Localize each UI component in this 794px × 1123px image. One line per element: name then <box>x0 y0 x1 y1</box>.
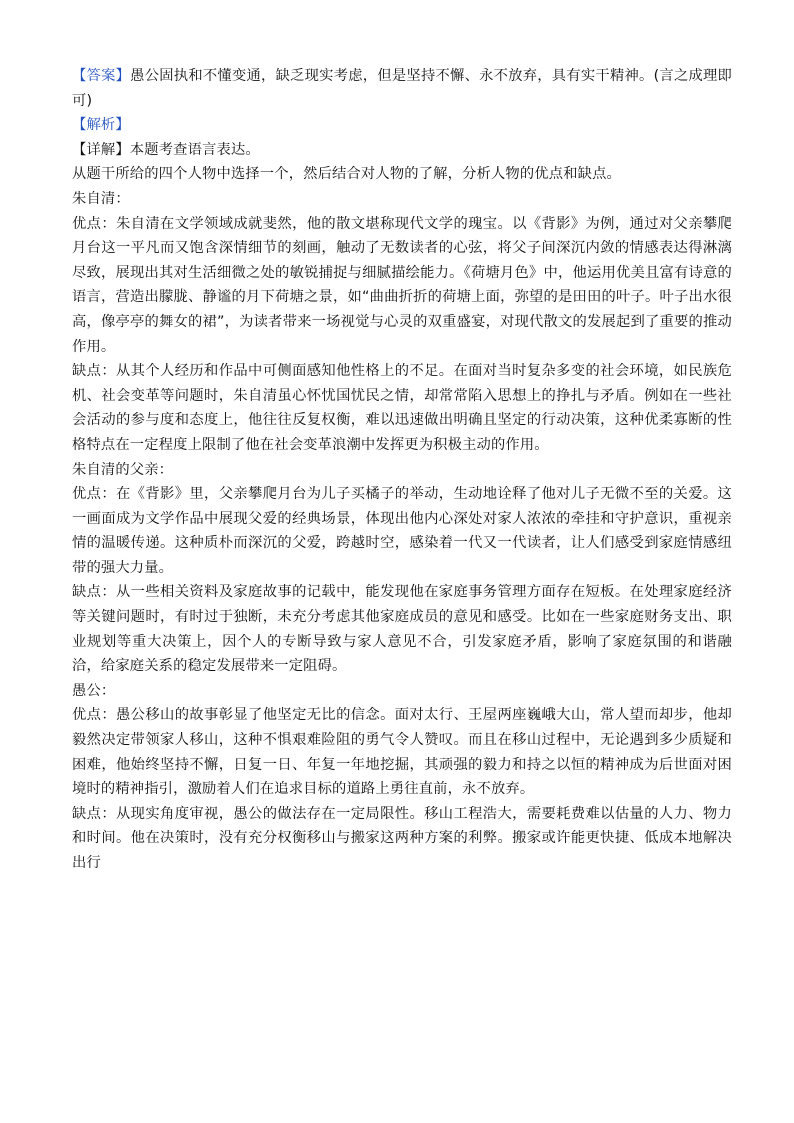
answer-paragraph <box>72 64 732 113</box>
document-page <box>72 64 732 876</box>
section-name-zhu-ziqing: 朱自清： <box>72 190 130 207</box>
answer-text: 愚公固执和不懂变通，缺乏现实考虑，但是坚持不懈、永不放弃，具有实干精神。(言之成理即可) <box>72 68 733 109</box>
yugong-pros: 优点：愚公移山的故事彰显了他坚定无比的信念。面对太行、王屋两座巍峨大山，常人望而却步，他却毅然决定带领家人移山，这种不惧艰难险阻的勇气令人赞叹。而且在移山过程中，无论遇到多少质疑和困难，他始终坚持不懈，日复一日、年复一年地挖掘，其顽强的毅力和持之以恒的精神成为后世面对困境时的精神指引，激励着人们在追求目标的道路上勇往直前，永不放弃。 <box>72 707 732 798</box>
intro-paragraph: 从题干所给的四个人物中选择一个，然后结合对人物的了解，分析人物的优点和缺点。 <box>72 166 621 183</box>
zhu-ziqing-cons: 缺点：从其个人经历和作品中可侧面感知他性格上的不足。在面对当时复杂多变的社会环境，如民族危机、社会变革等问题时，朱自清虽心怀忧国忧民之情，却常常陷入思想上的挣扎与矛盾。例如在一些社会活动的参与度和态度上，他往往反复权衡，难以迅速做出明确且坚定的行动决策，这种优柔寡断的性格特点在一定程度上限制了他在社会变革浪潮中发挥更为积极主动的作用。 <box>72 363 732 453</box>
yugong-cons: 缺点：从现实角度审视，愚公的做法存在一定局限性。移山工程浩大，需要耗费难以估量的人力、物力和时间。他在决策时，没有充分权衡移山与搬家这两种方案的利弊。搬家或许能更快捷、低成本地解决出行 <box>72 805 732 871</box>
detail-paragraph <box>72 138 732 163</box>
section-name-father: 朱自清的父亲： <box>72 461 174 478</box>
zhu-ziqing-pros: 优点：朱自清在文学领域成就斐然，他的散文堪称现代文学的瑰宝。以《背影》为例，通过对父亲攀爬月台这一平凡而又饱含深情细节的刻画，触动了无数读者的心弦，将父子间深沉内敛的情感表达得淋漓尽致，展现出其对生活细微之处的敏锐捕捉与细腻描绘能力。《荷塘月色》中，他运用优美且富有诗意的语言，营造出朦胧、静谧的月下荷塘之景，如“曲曲折折的荷塘上面，弥望的是田田的叶子。叶子出水很高，像亭亭的舞女的裙”，为读者带来一场视觉与心灵的双重盛宴，对现代散文的发展起到了重要的推动作用。 <box>72 215 732 355</box>
detail-text: 本题考查语言表达。 <box>129 141 260 158</box>
analysis-heading: 【解析】 <box>72 117 130 134</box>
answer-tag: 【答案】 <box>72 68 131 84</box>
father-cons: 缺点：从一些相关资料及家庭故事的记载中，能发现他在家庭事务管理方面存在短板。在处理家庭经济等关键问题时，有时过于独断，未充分考虑其他家庭成员的意见和感受。比如在一些家庭财务支出、职业规划等重大决策上，因个人的专断导致与家人意见不合，引发家庭矛盾，影响了家庭氛围的和谐融洽，给家庭关系的稳定发展带来一定阻碍。 <box>72 584 732 675</box>
section-name-yugong: 愚公： <box>72 682 116 699</box>
father-pros: 优点：在《背影》里，父亲攀爬月台为儿子买橘子的举动，生动地诠释了他对儿子无微不至的关爱。这一画面成为文学作品中展现父爱的经典场景，体现出他内心深处对家人浓浓的牵挂和守护意识，重视亲情的温暖传递。这种质朴而深沉的父爱，跨越时空，感染着一代又一代读者，让人们感受到家庭情感纽带的强大力量。 <box>72 486 732 576</box>
detail-tag: 【详解】 <box>72 141 130 158</box>
